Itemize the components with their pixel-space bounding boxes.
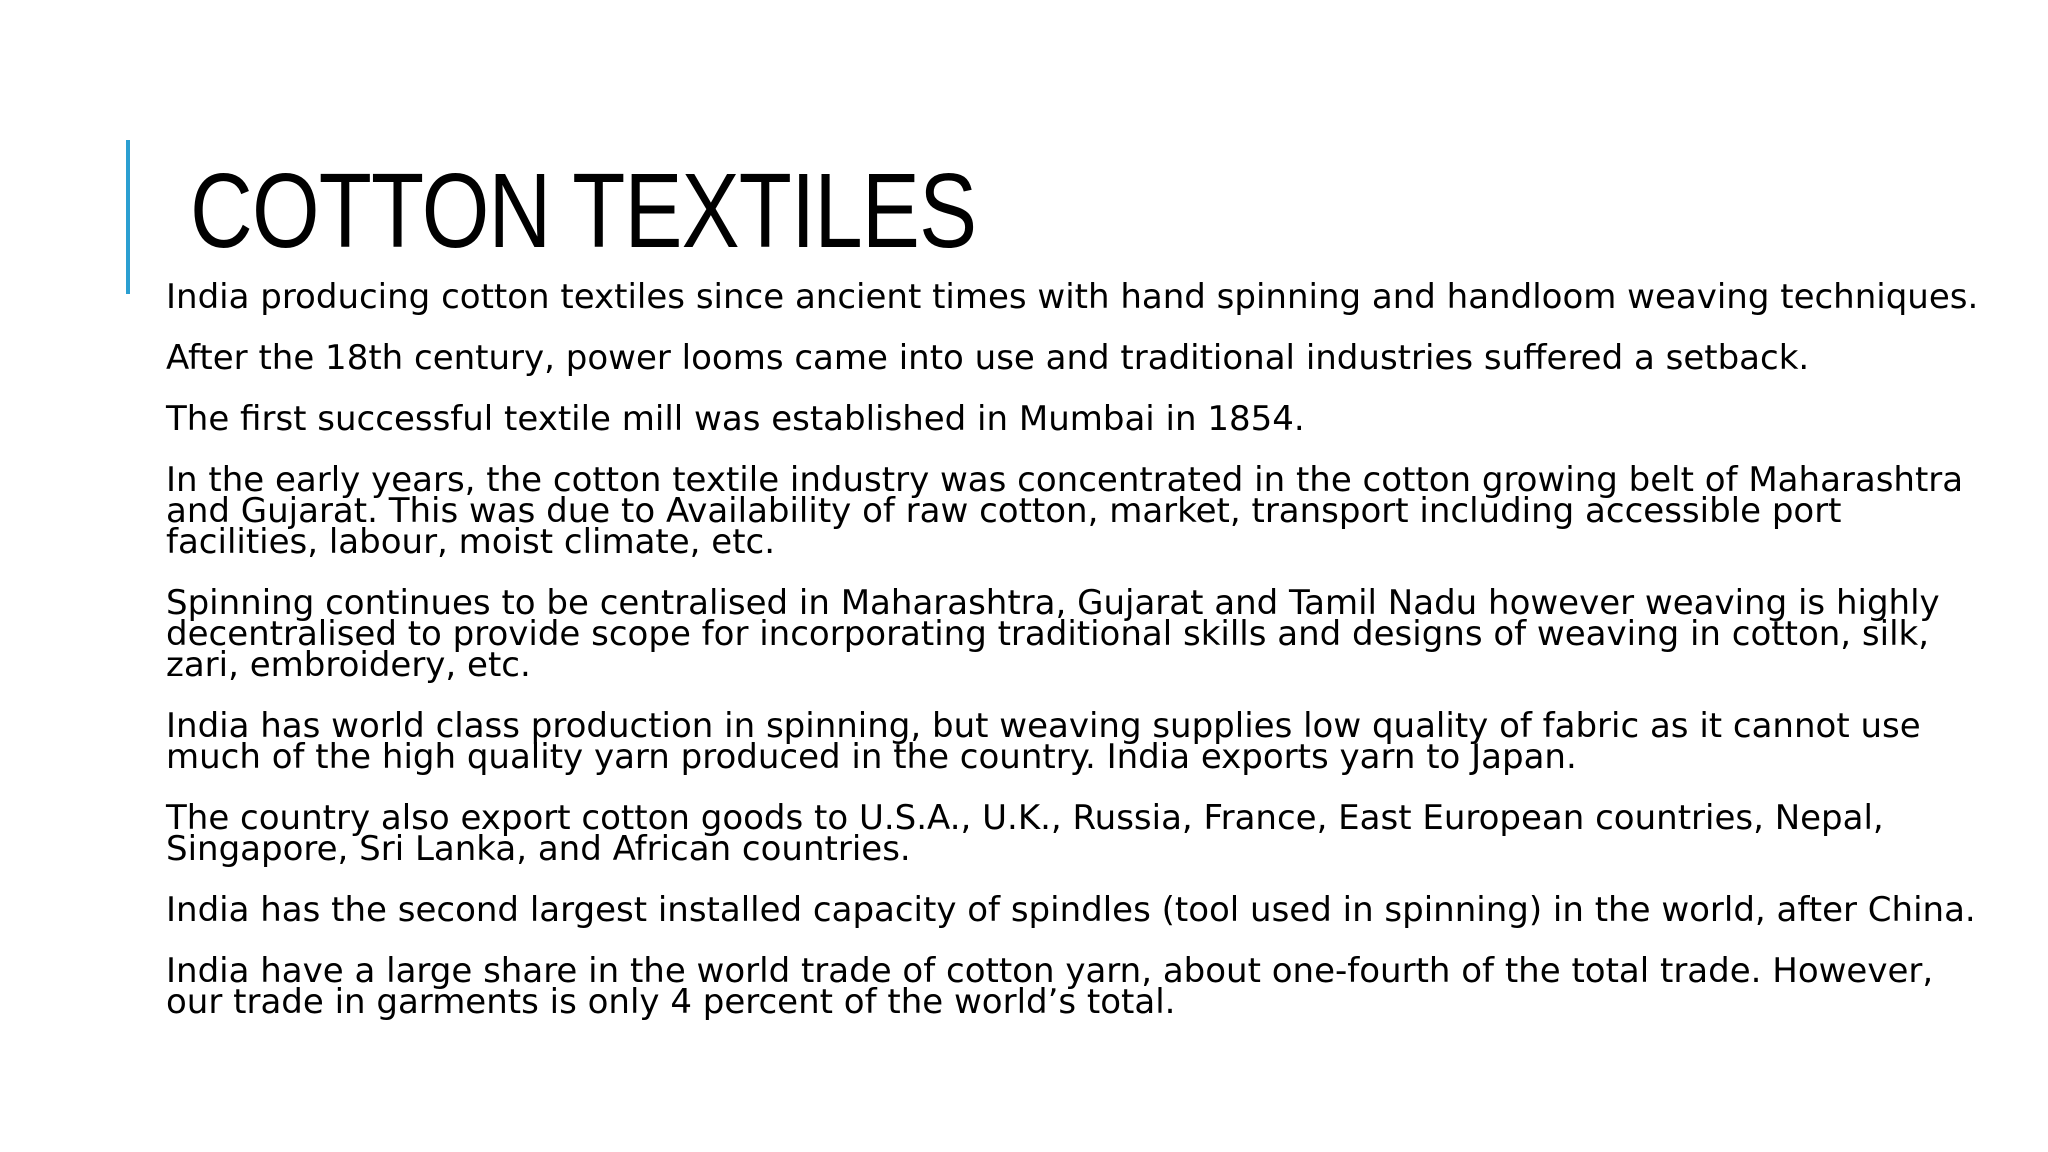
paragraph-early-years: In the early years, the cotton textile industry was concentrated in the cotton growing belt of Maharashtra and Gujarat. This was due to Availability of raw cotton, market, transport including accessible port facilities, labour, moist climate, etc. bbox=[166, 460, 1964, 562]
paragraph-history: India producing cotton textiles since ancient times with hand spinning and handloom weaving techniques. bbox=[166, 277, 1979, 317]
paragraph-spinning-weaving: Spinning continues to be centralised in Maharashtra, Gujarat and Tamil Nadu however weaving is highly decentralised to provide scope for incorporating traditional skills and designs of weaving in cotton, silk, zari, embroidery, etc. bbox=[166, 583, 1940, 685]
paragraph-world-class: India has world class production in spinning, but weaving supplies low quality of fabric as it cannot use much of the high quality yarn produced in the country. India exports yarn to Japan. bbox=[166, 706, 1921, 777]
paragraph-spindles: India has the second largest installed capacity of spindles (tool used in spinning) in the world, after China. bbox=[166, 890, 1976, 930]
paragraph-exports: The country also export cotton goods to U.S.A., U.K., Russia, France, East European countries, Nepal, Singapore, Sri Lanka, and African countries. bbox=[166, 798, 1884, 869]
paragraph-world-trade: India have a large share in the world trade of cotton yarn, about one-fourth of the total trade. However, our trade in garments is only 4 percent of the world’s total. bbox=[166, 951, 1934, 1022]
paragraph-first-mill: The first successful textile mill was established in Mumbai in 1854. bbox=[166, 399, 1305, 439]
slide-title: COTTON TEXTILES bbox=[190, 152, 977, 270]
title-accent-bar bbox=[126, 140, 130, 294]
paragraph-power-looms: After the 18th century, power looms came into use and traditional industries suffered a setback. bbox=[166, 338, 1810, 378]
slide-body bbox=[166, 277, 1996, 1048]
